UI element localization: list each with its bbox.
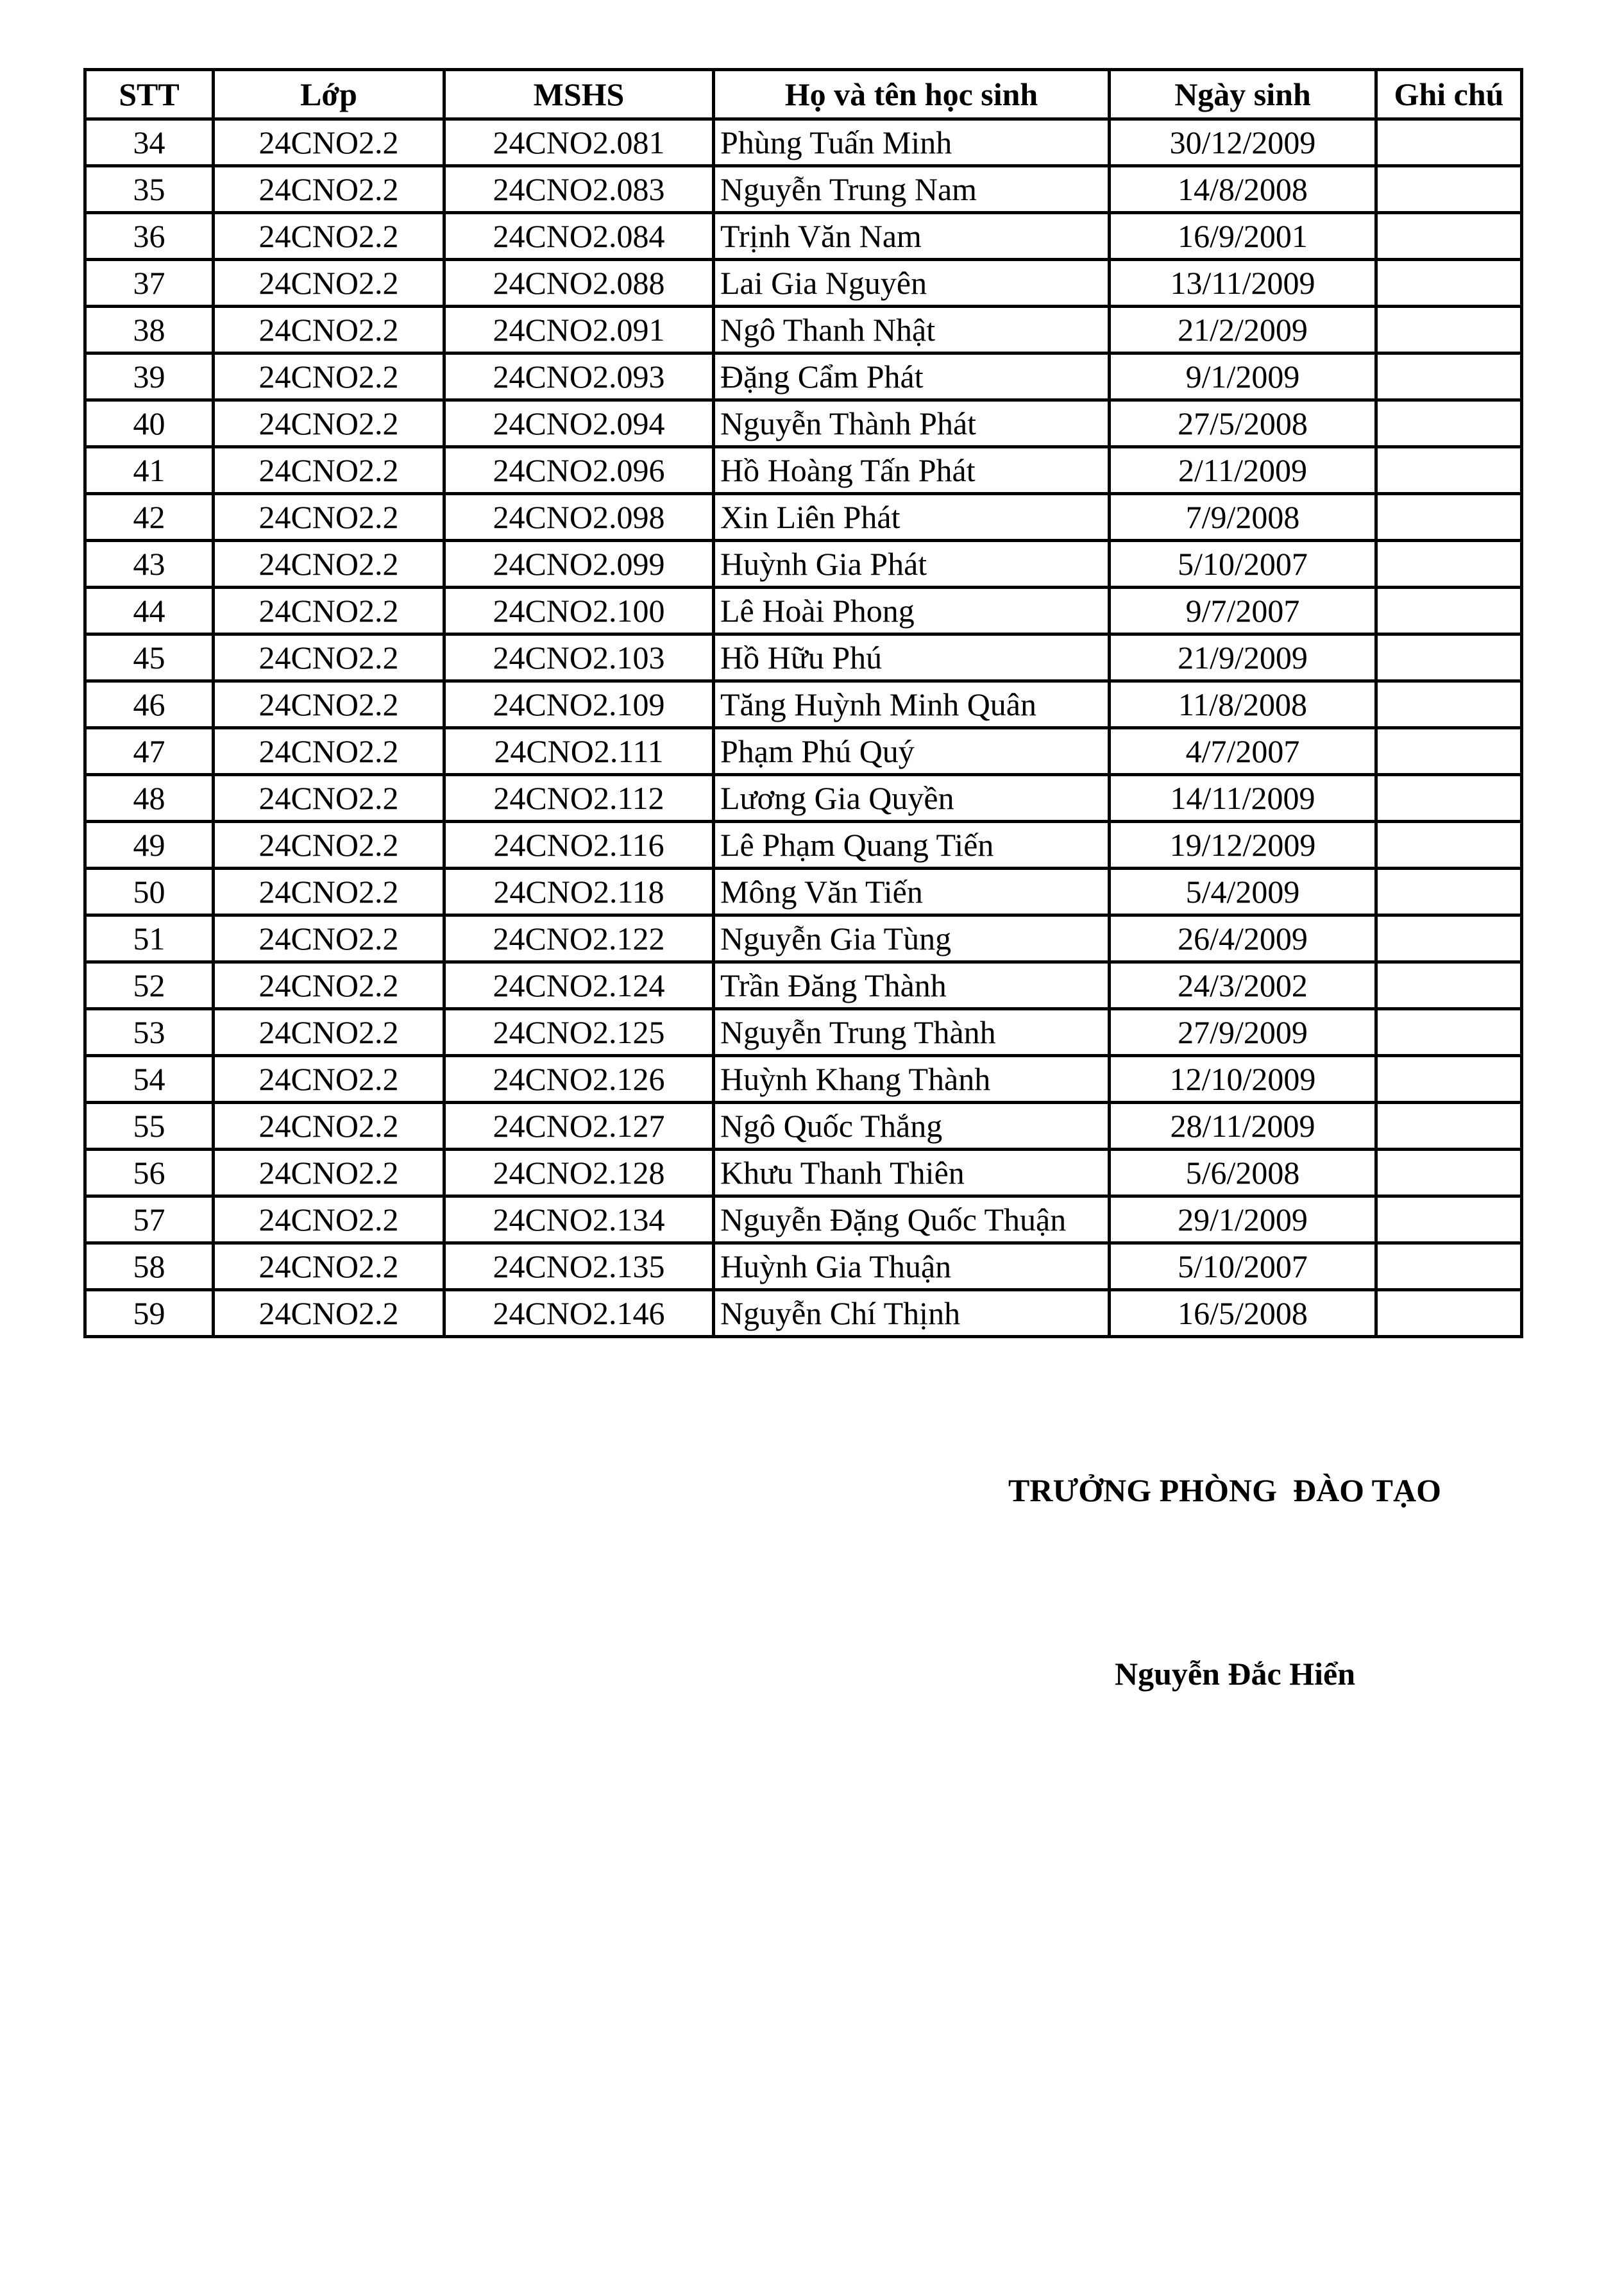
cell-full-name: Ngô Quốc Thắng [714,1103,1110,1150]
table-row [85,1243,1522,1290]
cell-stt: 40 [85,400,214,447]
table-row [85,400,1522,447]
cell-stt: 43 [85,541,214,588]
cell-birth-date: 7/9/2008 [1110,494,1376,541]
cell-class: 24CNO2.2 [214,775,444,822]
cell-birth-date: 4/7/2007 [1110,728,1376,775]
cell-class: 24CNO2.2 [214,541,444,588]
table-row [85,588,1522,634]
table-row [85,166,1522,213]
cell-birth-date: 12/10/2009 [1110,1056,1376,1103]
cell-birth-date: 24/3/2002 [1110,962,1376,1009]
header-class: Lớp [214,70,444,119]
cell-student-id: 24CNO2.124 [444,962,714,1009]
cell-student-id: 24CNO2.134 [444,1196,714,1243]
cell-birth-date: 14/8/2008 [1110,166,1376,213]
cell-class: 24CNO2.2 [214,869,444,915]
cell-stt: 53 [85,1009,214,1056]
table-row [85,728,1522,775]
cell-birth-date: 16/5/2008 [1110,1290,1376,1337]
cell-full-name: Huỳnh Gia Phát [714,541,1110,588]
cell-birth-date: 21/2/2009 [1110,307,1376,353]
cell-stt: 55 [85,1103,214,1150]
cell-full-name: Trịnh Văn Nam [714,213,1110,260]
cell-full-name: Đặng Cẩm Phát [714,353,1110,400]
cell-class: 24CNO2.2 [214,494,444,541]
cell-student-id: 24CNO2.109 [444,681,714,728]
cell-birth-date: 14/11/2009 [1110,775,1376,822]
cell-class: 24CNO2.2 [214,728,444,775]
table-row [85,1056,1522,1103]
cell-stt: 35 [85,166,214,213]
cell-class: 24CNO2.2 [214,1196,444,1243]
table-row [85,1196,1522,1243]
cell-note [1376,1196,1522,1243]
cell-stt: 45 [85,634,214,681]
table-row [85,634,1522,681]
table-row [85,1150,1522,1196]
cell-note [1376,1103,1522,1150]
cell-note [1376,1290,1522,1337]
cell-note [1376,962,1522,1009]
cell-note [1376,588,1522,634]
cell-class: 24CNO2.2 [214,1290,444,1337]
cell-student-id: 24CNO2.093 [444,353,714,400]
cell-full-name: Nguyễn Đặng Quốc Thuận [714,1196,1110,1243]
cell-class: 24CNO2.2 [214,634,444,681]
cell-stt: 42 [85,494,214,541]
cell-full-name: Phạm Phú Quý [714,728,1110,775]
cell-student-id: 24CNO2.126 [444,1056,714,1103]
cell-class: 24CNO2.2 [214,307,444,353]
cell-stt: 44 [85,588,214,634]
cell-full-name: Nguyễn Gia Tùng [714,915,1110,962]
cell-full-name: Huỳnh Gia Thuận [714,1243,1110,1290]
table-row [85,915,1522,962]
cell-birth-date: 27/5/2008 [1110,400,1376,447]
cell-student-id: 24CNO2.125 [444,1009,714,1056]
table-row [85,213,1522,260]
cell-full-name: Ngô Thanh Nhật [714,307,1110,353]
cell-birth-date: 29/1/2009 [1110,1196,1376,1243]
cell-birth-date: 11/8/2008 [1110,681,1376,728]
cell-birth-date: 19/12/2009 [1110,822,1376,869]
cell-student-id: 24CNO2.099 [444,541,714,588]
cell-class: 24CNO2.2 [214,1056,444,1103]
cell-student-id: 24CNO2.146 [444,1290,714,1337]
table-row [85,119,1522,166]
cell-full-name: Xin Liên Phát [714,494,1110,541]
cell-stt: 39 [85,353,214,400]
cell-birth-date: 5/4/2009 [1110,869,1376,915]
cell-class: 24CNO2.2 [214,260,444,307]
table-row [85,681,1522,728]
cell-note [1376,1009,1522,1056]
cell-stt: 59 [85,1290,214,1337]
cell-student-id: 24CNO2.127 [444,1103,714,1150]
cell-note [1376,307,1522,353]
cell-stt: 54 [85,1056,214,1103]
cell-birth-date: 27/9/2009 [1110,1009,1376,1056]
cell-class: 24CNO2.2 [214,213,444,260]
cell-full-name: Lương Gia Quyền [714,775,1110,822]
cell-stt: 58 [85,1243,214,1290]
cell-birth-date: 2/11/2009 [1110,447,1376,494]
signatory-name: Nguyễn Đắc Hiển [1115,1656,1355,1692]
cell-note [1376,260,1522,307]
header-stt: STT [85,70,214,119]
cell-student-id: 24CNO2.116 [444,822,714,869]
cell-note [1376,213,1522,260]
header-birth-date: Ngày sinh [1110,70,1376,119]
cell-student-id: 24CNO2.088 [444,260,714,307]
cell-class: 24CNO2.2 [214,1103,444,1150]
cell-class: 24CNO2.2 [214,400,444,447]
cell-birth-date: 28/11/2009 [1110,1103,1376,1150]
cell-student-id: 24CNO2.084 [444,213,714,260]
cell-stt: 41 [85,447,214,494]
table-row [85,541,1522,588]
cell-class: 24CNO2.2 [214,119,444,166]
cell-full-name: Phùng Tuấn Minh [714,119,1110,166]
cell-class: 24CNO2.2 [214,681,444,728]
cell-class: 24CNO2.2 [214,1009,444,1056]
cell-note [1376,822,1522,869]
cell-class: 24CNO2.2 [214,353,444,400]
cell-student-id: 24CNO2.122 [444,915,714,962]
cell-student-id: 24CNO2.118 [444,869,714,915]
cell-note [1376,728,1522,775]
cell-stt: 36 [85,213,214,260]
cell-full-name: Lê Phạm Quang Tiến [714,822,1110,869]
cell-note [1376,1243,1522,1290]
cell-class: 24CNO2.2 [214,447,444,494]
cell-full-name: Lai Gia Nguyên [714,260,1110,307]
cell-note [1376,166,1522,213]
cell-note [1376,400,1522,447]
cell-class: 24CNO2.2 [214,588,444,634]
cell-birth-date: 9/1/2009 [1110,353,1376,400]
cell-full-name: Hồ Hoàng Tấn Phát [714,447,1110,494]
table-header-row [85,70,1522,119]
cell-class: 24CNO2.2 [214,962,444,1009]
cell-note [1376,119,1522,166]
student-roster-table [83,68,1523,1338]
cell-stt: 49 [85,822,214,869]
table-row [85,775,1522,822]
table-row [85,869,1522,915]
cell-student-id: 24CNO2.100 [444,588,714,634]
cell-stt: 46 [85,681,214,728]
table-row [85,307,1522,353]
cell-class: 24CNO2.2 [214,166,444,213]
cell-birth-date: 9/7/2007 [1110,588,1376,634]
cell-note [1376,681,1522,728]
cell-note [1376,775,1522,822]
cell-full-name: Nguyễn Trung Nam [714,166,1110,213]
cell-full-name: Trần Đăng Thành [714,962,1110,1009]
cell-stt: 34 [85,119,214,166]
cell-full-name: Nguyễn Trung Thành [714,1009,1110,1056]
cell-stt: 48 [85,775,214,822]
cell-student-id: 24CNO2.103 [444,634,714,681]
cell-student-id: 24CNO2.094 [444,400,714,447]
table-row [85,962,1522,1009]
cell-student-id: 24CNO2.081 [444,119,714,166]
cell-stt: 50 [85,869,214,915]
table-row [85,1103,1522,1150]
cell-birth-date: 13/11/2009 [1110,260,1376,307]
cell-full-name: Nguyễn Thành Phát [714,400,1110,447]
cell-student-id: 24CNO2.091 [444,307,714,353]
cell-full-name: Huỳnh Khang Thành [714,1056,1110,1103]
cell-stt: 38 [85,307,214,353]
table-row [85,1290,1522,1337]
table-row [85,822,1522,869]
cell-birth-date: 21/9/2009 [1110,634,1376,681]
signature-title: TRƯỞNG PHÒNG ĐÀO TẠO [1008,1472,1442,1508]
cell-student-id: 24CNO2.128 [444,1150,714,1196]
cell-student-id: 24CNO2.083 [444,166,714,213]
cell-note [1376,634,1522,681]
table-body [85,119,1522,1337]
cell-full-name: Nguyễn Chí Thịnh [714,1290,1110,1337]
cell-student-id: 24CNO2.111 [444,728,714,775]
cell-full-name: Tăng Huỳnh Minh Quân [714,681,1110,728]
cell-stt: 52 [85,962,214,1009]
header-full-name: Họ và tên học sinh [714,70,1110,119]
cell-stt: 37 [85,260,214,307]
cell-full-name: Khưu Thanh Thiên [714,1150,1110,1196]
cell-student-id: 24CNO2.112 [444,775,714,822]
cell-birth-date: 16/9/2001 [1110,213,1376,260]
cell-note [1376,869,1522,915]
cell-note [1376,1056,1522,1103]
cell-stt: 51 [85,915,214,962]
header-note: Ghi chú [1376,70,1522,119]
cell-full-name: Mông Văn Tiến [714,869,1110,915]
cell-class: 24CNO2.2 [214,1150,444,1196]
cell-note [1376,447,1522,494]
cell-stt: 47 [85,728,214,775]
table-row [85,353,1522,400]
cell-stt: 56 [85,1150,214,1196]
cell-note [1376,1150,1522,1196]
cell-birth-date: 30/12/2009 [1110,119,1376,166]
header-student-id: MSHS [444,70,714,119]
cell-note [1376,915,1522,962]
table-row [85,1009,1522,1056]
cell-class: 24CNO2.2 [214,1243,444,1290]
cell-birth-date: 5/6/2008 [1110,1150,1376,1196]
cell-class: 24CNO2.2 [214,915,444,962]
table-row [85,260,1522,307]
cell-full-name: Lê Hoài Phong [714,588,1110,634]
cell-birth-date: 26/4/2009 [1110,915,1376,962]
cell-full-name: Hồ Hữu Phú [714,634,1110,681]
cell-student-id: 24CNO2.096 [444,447,714,494]
cell-birth-date: 5/10/2007 [1110,1243,1376,1290]
cell-student-id: 24CNO2.135 [444,1243,714,1290]
cell-note [1376,353,1522,400]
table-row [85,494,1522,541]
cell-note [1376,494,1522,541]
cell-birth-date: 5/10/2007 [1110,541,1376,588]
cell-student-id: 24CNO2.098 [444,494,714,541]
cell-class: 24CNO2.2 [214,822,444,869]
cell-stt: 57 [85,1196,214,1243]
table-row [85,447,1522,494]
cell-note [1376,541,1522,588]
